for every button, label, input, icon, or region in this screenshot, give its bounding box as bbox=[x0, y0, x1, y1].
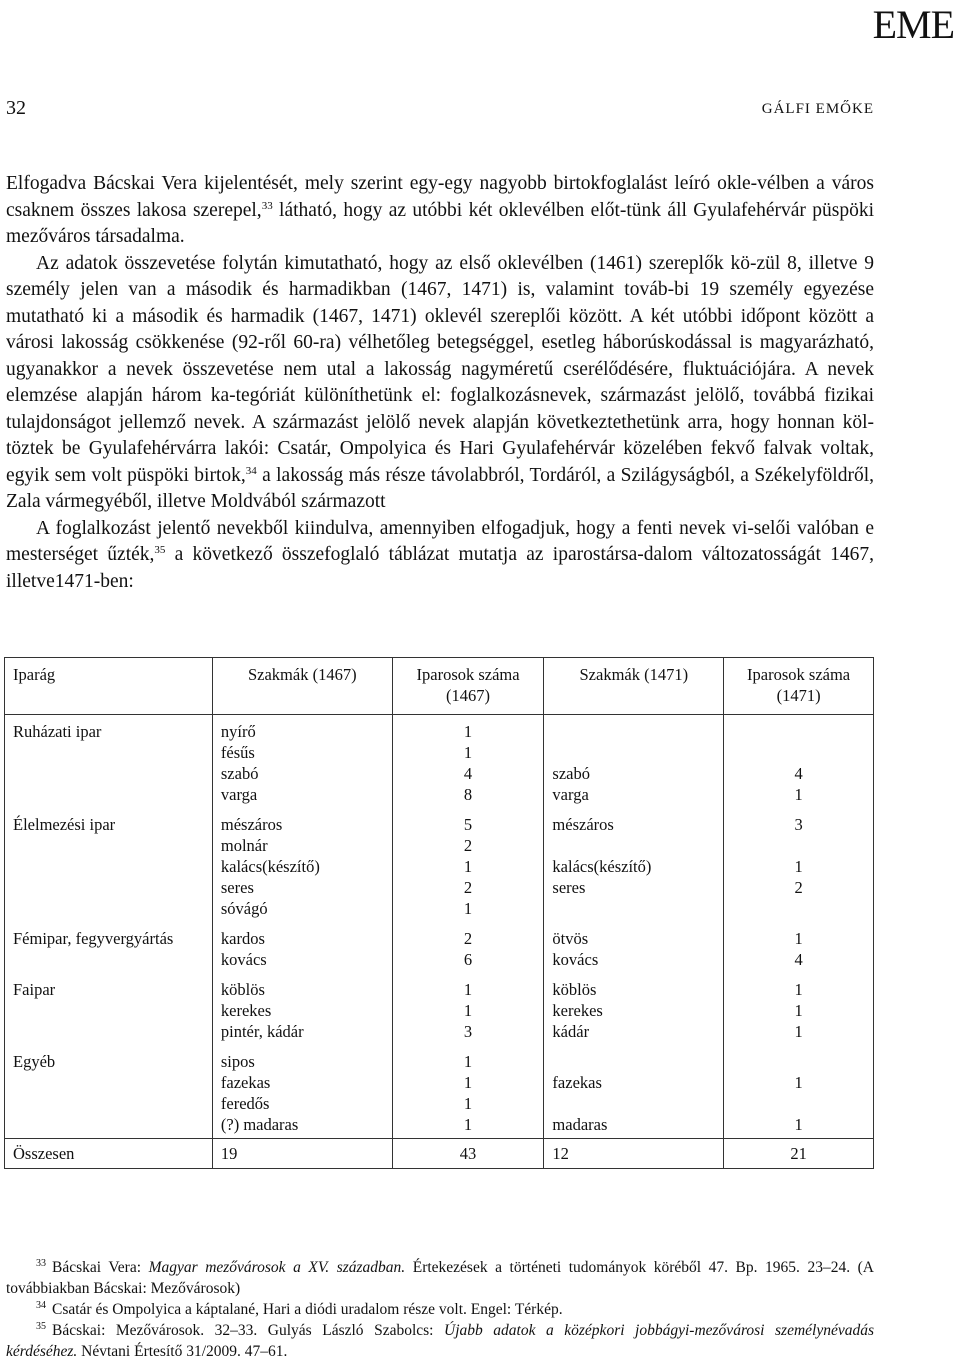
counts-1467-cell bbox=[392, 808, 544, 922]
trade-name: mészáros bbox=[220, 815, 283, 834]
industry-label: Fémipar, fegyvergyártás bbox=[13, 929, 174, 948]
footnote-ref-33[interactable]: 33 bbox=[261, 199, 273, 212]
craftsman-count: 1 bbox=[463, 1073, 473, 1092]
industry-label: Egyéb bbox=[13, 1052, 56, 1071]
craftsman-count: 1 bbox=[794, 1022, 803, 1041]
footnote-35 bbox=[6, 1320, 874, 1362]
total-count-1467: 43 bbox=[392, 1139, 544, 1169]
counts-1467-cell bbox=[392, 1045, 544, 1139]
trade-name: köblös bbox=[552, 980, 597, 999]
industry-cell bbox=[5, 922, 213, 973]
craftsman-count bbox=[732, 1093, 865, 1114]
crafts-table-container bbox=[4, 657, 874, 1169]
industry-label: Ruházati ipar bbox=[13, 722, 102, 741]
craftsman-count: 3 bbox=[794, 815, 803, 834]
craftsman-count bbox=[732, 742, 865, 763]
footnote-text: Névtani Értesítő 31/2009. 47–61. bbox=[77, 1343, 288, 1360]
trade-name: fésűs bbox=[220, 743, 255, 762]
footnote-text: Bácskai Vera: bbox=[52, 1259, 149, 1276]
paragraph-1 bbox=[6, 171, 874, 251]
trade-name: kerekes bbox=[220, 1001, 272, 1020]
counts-1471-cell bbox=[724, 1045, 874, 1139]
trade-name bbox=[552, 1093, 715, 1114]
footnote-number: 33 bbox=[36, 1258, 46, 1269]
total-label: Összesen bbox=[5, 1139, 213, 1169]
footnote-34 bbox=[6, 1299, 874, 1320]
trade-name: fazekas bbox=[552, 1073, 602, 1092]
trades-1471-cell bbox=[544, 715, 724, 809]
trade-name: kovács bbox=[220, 950, 267, 969]
crafts-table bbox=[4, 657, 874, 1169]
paragraph-2 bbox=[6, 251, 874, 516]
paragraph-1-text-b: látható, hogy az utóbbi két oklevélben előt-tünk áll Gyulafehérvár püspöki mezőváros társadalma. bbox=[6, 199, 874, 247]
footnote-number: 34 bbox=[36, 1300, 46, 1311]
craftsman-count: 8 bbox=[463, 785, 473, 804]
craftsman-count: 3 bbox=[463, 1022, 473, 1041]
trade-name: molnár bbox=[220, 836, 268, 855]
paragraph-2-text-b: a lakosság más része távolabbról, Tordáról, a Szilágyságból, a Székelyföldről, Zala vármegyéből, illetve Moldvából származott bbox=[6, 464, 874, 512]
footnote-title: Magyar mezővárosok a XV. században. bbox=[148, 1259, 406, 1276]
trade-name: varga bbox=[220, 785, 258, 804]
craftsman-count: 1 bbox=[794, 857, 803, 876]
table-row bbox=[5, 1045, 874, 1139]
footnote-text: Csatár és Ompolyica a káptalané, Hari a diódi uradalom része volt. Engel: Térkép. bbox=[52, 1301, 563, 1318]
trade-name: kovács bbox=[552, 950, 599, 969]
craftsman-count: 4 bbox=[794, 950, 803, 969]
trade-name bbox=[552, 898, 715, 919]
craftsman-count: 2 bbox=[463, 929, 473, 948]
counts-1467-cell bbox=[392, 973, 544, 1045]
trades-1471-cell bbox=[544, 1045, 724, 1139]
trade-name: sóvágó bbox=[220, 899, 268, 918]
footnote-title: Újabb adatok a középkori jobbágyi-mezővárosi személynévadás kérdéséhez. bbox=[6, 1322, 875, 1360]
trades-1467-cell bbox=[212, 808, 392, 922]
trade-name: nyírő bbox=[220, 722, 256, 741]
craftsman-count: 1 bbox=[463, 899, 473, 918]
counts-1471-cell bbox=[724, 715, 874, 809]
body-text bbox=[6, 171, 874, 595]
footnote-ref-35[interactable]: 35 bbox=[154, 544, 166, 556]
trade-name: ötvös bbox=[552, 929, 589, 948]
craftsman-count: 4 bbox=[794, 764, 803, 783]
table-body bbox=[5, 715, 874, 1169]
counts-1471-cell bbox=[724, 922, 874, 973]
footnote-ref-34[interactable]: 34 bbox=[245, 464, 257, 477]
paragraph-3-text-a: A foglalkozást jelentő nevekből kiindulva, amennyiben elfogadjuk, hogy a fenti nevek vi-selői valóban e mesterséget űzték, bbox=[6, 517, 874, 565]
craftsman-count bbox=[732, 835, 865, 856]
craftsman-count: 4 bbox=[463, 764, 473, 783]
trade-name: kádár bbox=[552, 1022, 590, 1041]
table-total-row bbox=[5, 1139, 874, 1169]
craftsman-count: 1 bbox=[463, 722, 473, 741]
total-trades-1471: 12 bbox=[544, 1139, 724, 1169]
craftsman-count: 2 bbox=[463, 878, 473, 897]
craftsman-count: 2 bbox=[463, 836, 473, 855]
trade-name: kalács(készítő) bbox=[220, 857, 320, 876]
footnote-33 bbox=[6, 1257, 874, 1299]
trade-name: mészáros bbox=[552, 815, 614, 834]
craftsman-count: 1 bbox=[463, 1115, 473, 1134]
table-row bbox=[5, 973, 874, 1045]
trade-name: (?) madaras bbox=[220, 1115, 299, 1134]
column-header-trades-1471: Szakmák (1471) bbox=[544, 658, 724, 715]
trade-name: szabó bbox=[552, 764, 590, 783]
craftsman-count: 1 bbox=[794, 785, 803, 804]
craftsman-count bbox=[732, 1051, 865, 1072]
paragraph-1-text-a: Elfogadva Bácskai Vera kijelentését, mely szerint egy-egy nagyobb birtokfoglalást leíró okle-vélben a város csaknem összes lakosa szerepel, bbox=[6, 173, 874, 221]
trade-name: kardos bbox=[220, 929, 265, 948]
craftsman-count: 6 bbox=[463, 950, 473, 969]
trade-name: szabó bbox=[220, 764, 259, 783]
running-head: GÁLFI EMŐKE bbox=[761, 101, 874, 117]
counts-1467-cell bbox=[392, 715, 544, 809]
trade-name bbox=[552, 835, 715, 856]
trades-1467-cell bbox=[212, 715, 392, 809]
page-number: 32 bbox=[6, 97, 26, 119]
craftsman-count: 1 bbox=[463, 743, 473, 762]
craftsman-count bbox=[732, 898, 865, 919]
paragraph-2-text-a: Az adatok összevetése folytán kimutatható, hogy az első oklevélben (1461) szereplők kö-zül 8, illetve 9 személy jelen van a második és harmadikban (1467, 1471) is, valamint továb-bi 19 személy egyezése mutatható ki a második és harmadik (1467, 1471) oklevél szereplői között. A két utóbbi időpont között a városi lakosság csökkenése (92-ről 60-ra) vélhetőleg betegséggel, esetleg háborúskodással is magyarázható, ugyanakkor a nevek összevetése nem utal a lakosság nagyméretű cserélődésére, fluktuációjára. A nevek elemzése alapján három ka-tegóriát különíthetünk el: foglalkozásnevek, származást jelölő, továbbá fizikai tulajdonságot jellemző nevek. A származást jelölő nevek alapján következtethetünk arra, hogy honnan köl-töztek be Gyulafehérvárra lakói: Csatár, Ompolyica és Hari Gyulafehérvár közelében fekvő falvak voltak, egyik sem volt püspöki birtok, bbox=[6, 252, 874, 486]
column-header-count-1471: Iparosok száma (1471) bbox=[724, 658, 874, 715]
counts-1471-cell bbox=[724, 808, 874, 922]
table-row bbox=[5, 808, 874, 922]
craftsman-count: 1 bbox=[794, 1073, 803, 1092]
footnote-text: Értekezések a történeti tudományok köréből 47. Bp. 1965. 23–24. (A továbbiakban Bácskai: Mezővárosok) bbox=[6, 1259, 874, 1297]
trade-name: pintér, kádár bbox=[220, 1022, 304, 1041]
column-header-count-1467: Iparosok száma (1467) bbox=[392, 658, 544, 715]
table-row bbox=[5, 715, 874, 809]
industry-cell bbox=[5, 973, 213, 1045]
trade-name: madaras bbox=[552, 1115, 608, 1134]
trade-name bbox=[552, 721, 715, 742]
craftsman-count: 1 bbox=[463, 980, 473, 999]
trade-name: varga bbox=[552, 785, 589, 804]
trades-1467-cell bbox=[212, 922, 392, 973]
industry-cell bbox=[5, 715, 213, 809]
table-row bbox=[5, 922, 874, 973]
trade-name: kalács(készítő) bbox=[552, 857, 652, 876]
craftsman-count: 1 bbox=[463, 1052, 473, 1071]
counts-1471-cell bbox=[724, 973, 874, 1045]
trade-name: köblös bbox=[220, 980, 265, 999]
trades-1471-cell bbox=[544, 808, 724, 922]
craftsman-count: 5 bbox=[463, 815, 473, 834]
craftsman-count bbox=[732, 721, 865, 742]
trade-name: seres bbox=[220, 878, 254, 897]
trade-name: seres bbox=[552, 878, 586, 897]
trade-name: fazekas bbox=[220, 1073, 271, 1092]
craftsman-count: 1 bbox=[794, 1001, 803, 1020]
craftsman-count: 1 bbox=[463, 857, 473, 876]
industry-cell bbox=[5, 808, 213, 922]
footnote-number: 35 bbox=[36, 1321, 46, 1332]
craftsman-count: 1 bbox=[794, 929, 803, 948]
total-trades-1467: 19 bbox=[212, 1139, 392, 1169]
paragraph-3 bbox=[6, 516, 874, 596]
trades-1471-cell bbox=[544, 973, 724, 1045]
column-header-industry: Iparág bbox=[5, 658, 213, 715]
counts-1467-cell bbox=[392, 922, 544, 973]
trade-name: sipos bbox=[220, 1052, 255, 1071]
trades-1467-cell bbox=[212, 1045, 392, 1139]
eme-logo: EME bbox=[872, 2, 954, 47]
footnotes bbox=[6, 1257, 874, 1362]
craftsman-count: 2 bbox=[794, 878, 803, 897]
craftsman-count: 1 bbox=[794, 980, 803, 999]
table-header-row bbox=[5, 658, 874, 715]
trades-1471-cell bbox=[544, 922, 724, 973]
industry-label: Élelmezési ipar bbox=[13, 815, 116, 834]
total-count-1471: 21 bbox=[724, 1139, 874, 1169]
industry-cell bbox=[5, 1045, 213, 1139]
industry-label: Faipar bbox=[13, 980, 56, 999]
craftsman-count: 1 bbox=[794, 1115, 803, 1134]
craftsman-count: 1 bbox=[463, 1094, 473, 1113]
trade-name bbox=[552, 742, 715, 763]
paragraph-3-text-b: a következő összefoglaló táblázat mutatja az iparostársa-dalom változatosságát 1467, illetve1471-ben: bbox=[6, 544, 874, 592]
trade-name: feredős bbox=[220, 1094, 270, 1113]
trades-1467-cell bbox=[212, 973, 392, 1045]
trade-name: kerekes bbox=[552, 1001, 603, 1020]
trade-name bbox=[552, 1051, 715, 1072]
craftsman-count: 1 bbox=[463, 1001, 473, 1020]
column-header-trades-1467: Szakmák (1467) bbox=[212, 658, 392, 715]
footnote-text: Bácskai: Mezővárosok. 32–33. Gulyás László Szabolcs: bbox=[52, 1322, 445, 1339]
